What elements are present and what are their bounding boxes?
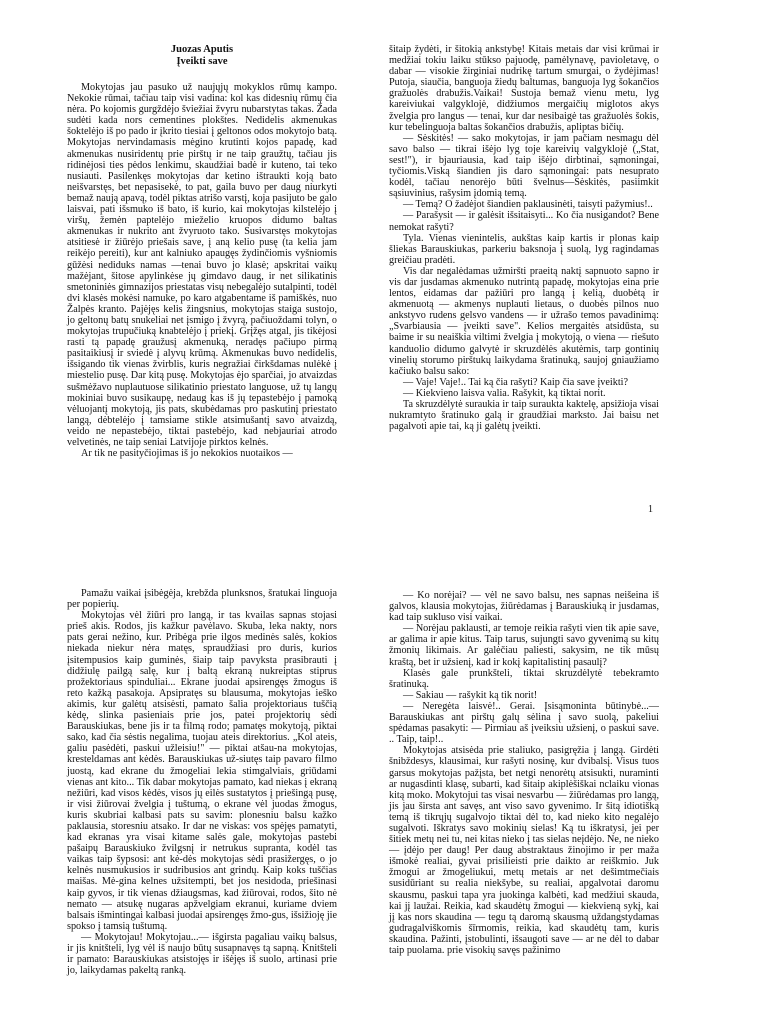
page-2 [0, 512, 768, 1024]
paragraph: — Sėskitės! — sako mokytojas, ir jam pačiam nesmagu dėl savo balso — tikrai išėjo lyg toje kareivių valgyklojė („Stat, sest!"), ir bjauriausia, kad taip išėjo dirbtinai, sąmoningai, tyčiomis.Viską šiandien jis daro sąmoningai: pats nesuprato kodėl, tačiau nenorėjo būti švelnus—Sėskitės, pasiimkit sąsiuvinius, rašysim įdomią temą. [389, 132, 659, 200]
paragraph: — Sakiau — rašykit ką tik norit! [403, 689, 538, 701]
paragraph: — Temą? O žadėjot šiandien paklausinėti, taisyti pažymius!.. [403, 199, 653, 211]
paragraph: Ta skruzdėlytė suraukia ir taip suraukta kaktelę, apsižioja visai nukramtyto šratinuko galą ir graudžiai marksto. Jai baisu net pagalvoti apie tai, ką ji galėtų įveikti. [389, 399, 659, 433]
page-2-right-column [389, 590, 659, 956]
page-2-left-column [67, 588, 337, 976]
page-number: 1 [648, 504, 653, 512]
paragraph: Klasės gale prunkšteli, tiktai skruzdėlytė tebekramto šratinuką. [389, 667, 659, 690]
paragraph: Mokytojas jau pasuko už naujųjų mokyklos rūmų kampo. Nekokie rūmai, tačiau taip visi vadina: kol kas didesnių rūmų čia nėra. Po kojomis gurgždėjo šviežiai žvyru nubarstytas takas. Žada sudėti kada nors cementines plokštes. Nedidelis akmenukas šoktelėjo iš po pado ir įkrito tiesiai į geltonos odos mokytojo batą. Mokytojas nervindamasis mėgino krutinti kojos papadę, kad akmenukas nusiridentų prie pirštų ir ne taip graužtų, tačiau jis ridinėjosi ties pėdos lenkimu, skaudžiai badė ir kuteno, tai teko nusiauti. Pasilenkęs mokytojas dar ketino ištraukti koją bato neišvarstęs, bet nepasisekė, to pat, gaila buvo per daug niurkyti bemaž naują apavą, todėl piktas atrišo varstį, koja pasijuto be galo laisvai, pati išsmuko iš bato, iš kurio, kai mokytojas kilstelėjo į viršų, žemėn paptelėjo mieželio kruopos didumo baltas akmenukas ir nukrito ant žvyruoto tako. Susivarstęs mokytojas atsitiesė ir žiūrėjo priešais save, į aną kelio pusę (ta kelia jam reikėjo pereiti), kur ant kalniuko apaugęs žydinčiomis vyšniomis gūžėsi nediduks namas —tenai buvo jo klasė; apskritai vaikų mažėjant, šitose apylinkėse jų gimdavo daug, ir net silikatinis smetoniniės gimnazijos priestatas visų nebegalėjo sutalpinti, todėl dvi klasės mokėsi namuke, po karo atgabentame iš pamiškės, nuo Žalpės kranto. Pajėjęs kelis žingsnius, mokytojas staiga sustojo, jo geltonų batų snukeliai net įsmigo į žvyrą, pačiuoždami tolyn, o mokytojas trupučiuką knabtelėjo į priekį. Grįžęs atgal, jis tikėjosi rasti tą papadę graužusį akmenuką, neradęs pačiupo pirmą pasitaikiusį ir sviedė į alyvų krūmą. Akmenukas buvo nedidelis, išsigando tik vienas žvirblis, kuris negražiai čirkšdamas nulėkė į miestelio pusę. Dar kitą pusę. Mokytojas ėjo sparčiai, jo atvaizdas sušmėžavo nuplautuose silikatinio priestato languose, už tų langų mokiniai buvo susikaupę, nedaug kas iš jų tepastebėjo į pamoką vėluojantį mokytoją, jis pats, skubėdamas pro paskutinį priestato langą, dėbtelėjo į tamsiame stikle atsimušantį savo atvaizdą, veido ne nepastebėjo, tiktai pastebėjo, kad nebjauriai atrodo velvetinės, ne taip seniai Latvijoje pirktos kelnės. [67, 82, 337, 448]
paragraph: Pamažu vaikai įsibėgėja, krebžda plunksnos, šratukai linguoja per popierių. [67, 588, 337, 611]
paragraph: — Ko norėjai? — vėl ne savo balsu, nes sapnas neišeina iš galvos, klausia mokytojas, žiūrėdamas į Barauskiuką ir jusdamas, kad taip sukluso visi vaikai. [389, 590, 659, 624]
paragraph: Ar tik ne pasityčiojimas iš jo nekokios nuotaikos — [81, 448, 293, 460]
author-name: Juozas Aputis [170, 44, 234, 55]
paragraph: — Kiekvieno laisva valia. Rašykit, ką tiktai norit. [403, 387, 606, 399]
paragraph: Tyla. Vienas vienintelis, aukštas kaip kartis ir plonas kaip šliekas Barauskiukas, parkeriu baksnoja į suolą, lyg ragindamas greičiau pradėti. [389, 232, 659, 266]
paragraph: Mokytojas atsisėda prie staliuko, pasigręžia į langą. Girdėti šnibždesys, klausimai, kur rašyti nosinę, kur dvibalsį. Visus tuos garsus mokytojas pažįsta, bet netgi nenorėtų atsisukti, nuraminti ar nugasdinti klasę, subarti, kad šitaip akiplėšiškai nclaiku vionas kitą moko. Mokytojui tas visai nesvarbu — žiūrėdamas pro langą, jis jau širsta ant savęs, ant viso savo gyvenimo. Ir šitą idiotišką temą iš tikrųjų sugalvojo tiktai dėl to, kad nieko kito negalėjo sugalvoti. Iškratys savo mokinių sielas! Ką tu iškratysi, jei per šitiek metų nei tu, nei kitas nieko į tas sielas neįdėjo. Ne, ne nieko — įdėjo per daug! Per daug abstraktaus žinojimo ir per maža išmokė realiai, gyvai prisilieisti prie daikto ar reiškmio. Juk žmogui ar žmogeliukui, metų metais ar net dešimtmečiais susidūriant su realia niekšybe, su realiai, apgalvotai daromu skausmu, paskui tapa yra juokinga kalbėti, kad medžiui skauda, kai jį laužai. Reikia, kad skaudėtų žmogui — kiekvieną sykį, kai jį kas nors skaudina — tegu tą daromą skausmą uždangstydamas gudragalviškomis šīrmomis, reikia, kad skaudėtų tam, kuris skaudina. Pažinti, įstobulinti, išsaugoti save — ar ne dėl to dabar taip puolama. prie visokių savęs pažinimo [389, 745, 659, 956]
paragraph: Mokytojas vėl žiūri pro langą, ir tas kvailas sapnas stojasi prieš akis. Rodos, jis kažkur pavėlavo. Skuba, leka nakty, nors pats gerai nežino, kur. Pribėga prie ilgos medinės salės, kokios niekada niekur nėra matęs, spraudžiasi pro duris, kurios įsitempusios kaip guminės, šiaip taip pavyksta prasibrauti į didžiulę pailgą salę, kur į baltą ekraną nukreiptas stiprus prožektoriaus spinduliai... Ekrane juodai apsirengęs žmogus iš reto kažką pasakoja. Apsipratęs su blausuma, mokytojas ieško akimis, kur galėtų atsisėsti, pamato šalia projektoriaus tuščią kėdę, slinka pasieniais prie jos, patei projektorių sėdi Barauskiukas, bene jis ir ta filmą rodo; pamatęs mokytoją, piktai sako, kad čia sėstis negalima, tuojau ateis direktorius. „Kol ateis, galiu pasėdėti, paskui užleisiu!" — piktai atšau-na mokytojas, kresteldamas ant kėdės. Barauskiukas už-siutęs taip pavaro filmo juostą, kad ekrane du žmogeliai lekia stimgalviais, griūdami vienas ant kito... Tik dabar mokytojas pamato, kad niekas į ekraną nežiūri, kad visos kėdės, visos jų eilės sustatytos į priešingą pusę, ir visi žiūrovai žvelgia į tuštumą, o ekrane vėl juodas žmogus, kuris skubriai kalbasi pats su savim: plonesniu balsu kažko paklausia, storesniu atsako. Ir dar ne viskas: vos spėjęs pamatyti, kad ekranas yra visai kitame salės gale, mokytojas pastebi pašaipų Barauskiuko žvilgsnį ir netrukus supranta, kodėl tas vaikas taip šypsosi: ant kė-dės mokytojas sėdi prasižergęs, o jo kelnės nusmukusios ir sudribusios ant grindų. Kaip koks tuščias maišas. Mė-gina kelnes užsitempti, bet jos nesidoda, priešinasi kaip gyvos, ir tik vienas džiaugsmas, kad žiūrovai, rodos, šito nė nemato — atsukę nugaras apžvelgiam ekranui, kuriame dviem balsais išmintingai kalbasi juodai apsirengęs žmo-gus, išsižioję jie spokso į tamsią tuštumą. [67, 610, 337, 932]
paragraph: — Vaje! Vaje!.. Tai ką čia rašyti? Kaip čia save įveikti? [403, 376, 629, 388]
page-1-left-column [67, 44, 337, 459]
paragraph: — Parašysit — ir galėsit išsitaisyti... Ko čia nusigandot? Bene nemokat rašyti? [389, 210, 659, 233]
story-title: Įveikti save [176, 56, 228, 67]
page-1-right-column [389, 44, 659, 432]
paragraph: šitaip žydėti, ir šitokią ankstybę! Kitais metais dar visi krūmai ir medžiai tokiu laiku stūkso pajuodę, pamėlynavę, pavioletavę, o dabar — visokie žirginiai nudrikę tartum smurgai, o žydėjimas! Putoja, siaučia, banguoja žiedų baltumas, banguoja lyg šokančios gražuolės drabužis.Vaikai! Sustoja bemaž vienu metu, lyg kareiviukai valgyklojė, didžiumos mergaičių miglotos akys žvelgia pro langus — tenai, kur dar nesibaigė tas gražuolės šokis, kur tebelinguoja baltas šokančios drabužis, apliptas bičių. [389, 44, 659, 133]
paragraph: — Norėjau paklausti, ar temoje reikia rašyti vien tik apie save, ar galima ir apie kitus. Taip tarus, sujungti savo gyvenimą su kitų žmonių likimais. Ar galėčiau paliesti, sakysim, ne tik mūsų kraštą, bet ir užsienį, kad ir kokį kapitalistinį pasaulį? [389, 623, 659, 668]
paragraph: — Neregėta laisvė!.. Gerai. Įsisąmoninta būtinybė...— Barauskiukas ant pirštų galų sėlina į savo suolą, pakeliui spėdamas pasakyti: — Pirmiau aš įveiksiu užsienį, o paskui save. .. Taip, taip!.. [389, 700, 659, 746]
paragraph: — Mokytojau! Mokytojau...— išgirsta pagaliau vaikų balsus, ir jis knitšteli, lyg vėl iš naujo būtų susapnavęs tą sapną. Knitšteli ir pamato: Barauskiukas atsistojęs ir išėjęs iš suolo, artinasi prie jo, laikydamas pakeltą ranką. [67, 931, 337, 977]
paragraph: Vis dar negalėdamas užmiršti praeitą naktį sapnuoto sapno ir vis dar jusdamas akmenuko nutrintą papadę, mokytojas eina prie lentos, eidamas dar pažiūri pro langą į kelią, duobėtą ir akmenuotą — akmenys nuplauti lietaus, o duobės pilnos nuo ankstyvo rudens gelsvo vandens — ir užrašo temos pavadinimą: „Svarbiausia — įveikti save". Kelios mergaitės atsidūsta, su baime ir su neaiškia viltimi žvelgia į mokytoją, o viena — riešuto kanduolio didumo galvytė ir skruzdėlės akutėmis, tarp gontinių vinelių storumo pirštukų laikydama šratinuką, saujoj gniaužiamo kačiuko balsu sako: [389, 265, 659, 377]
